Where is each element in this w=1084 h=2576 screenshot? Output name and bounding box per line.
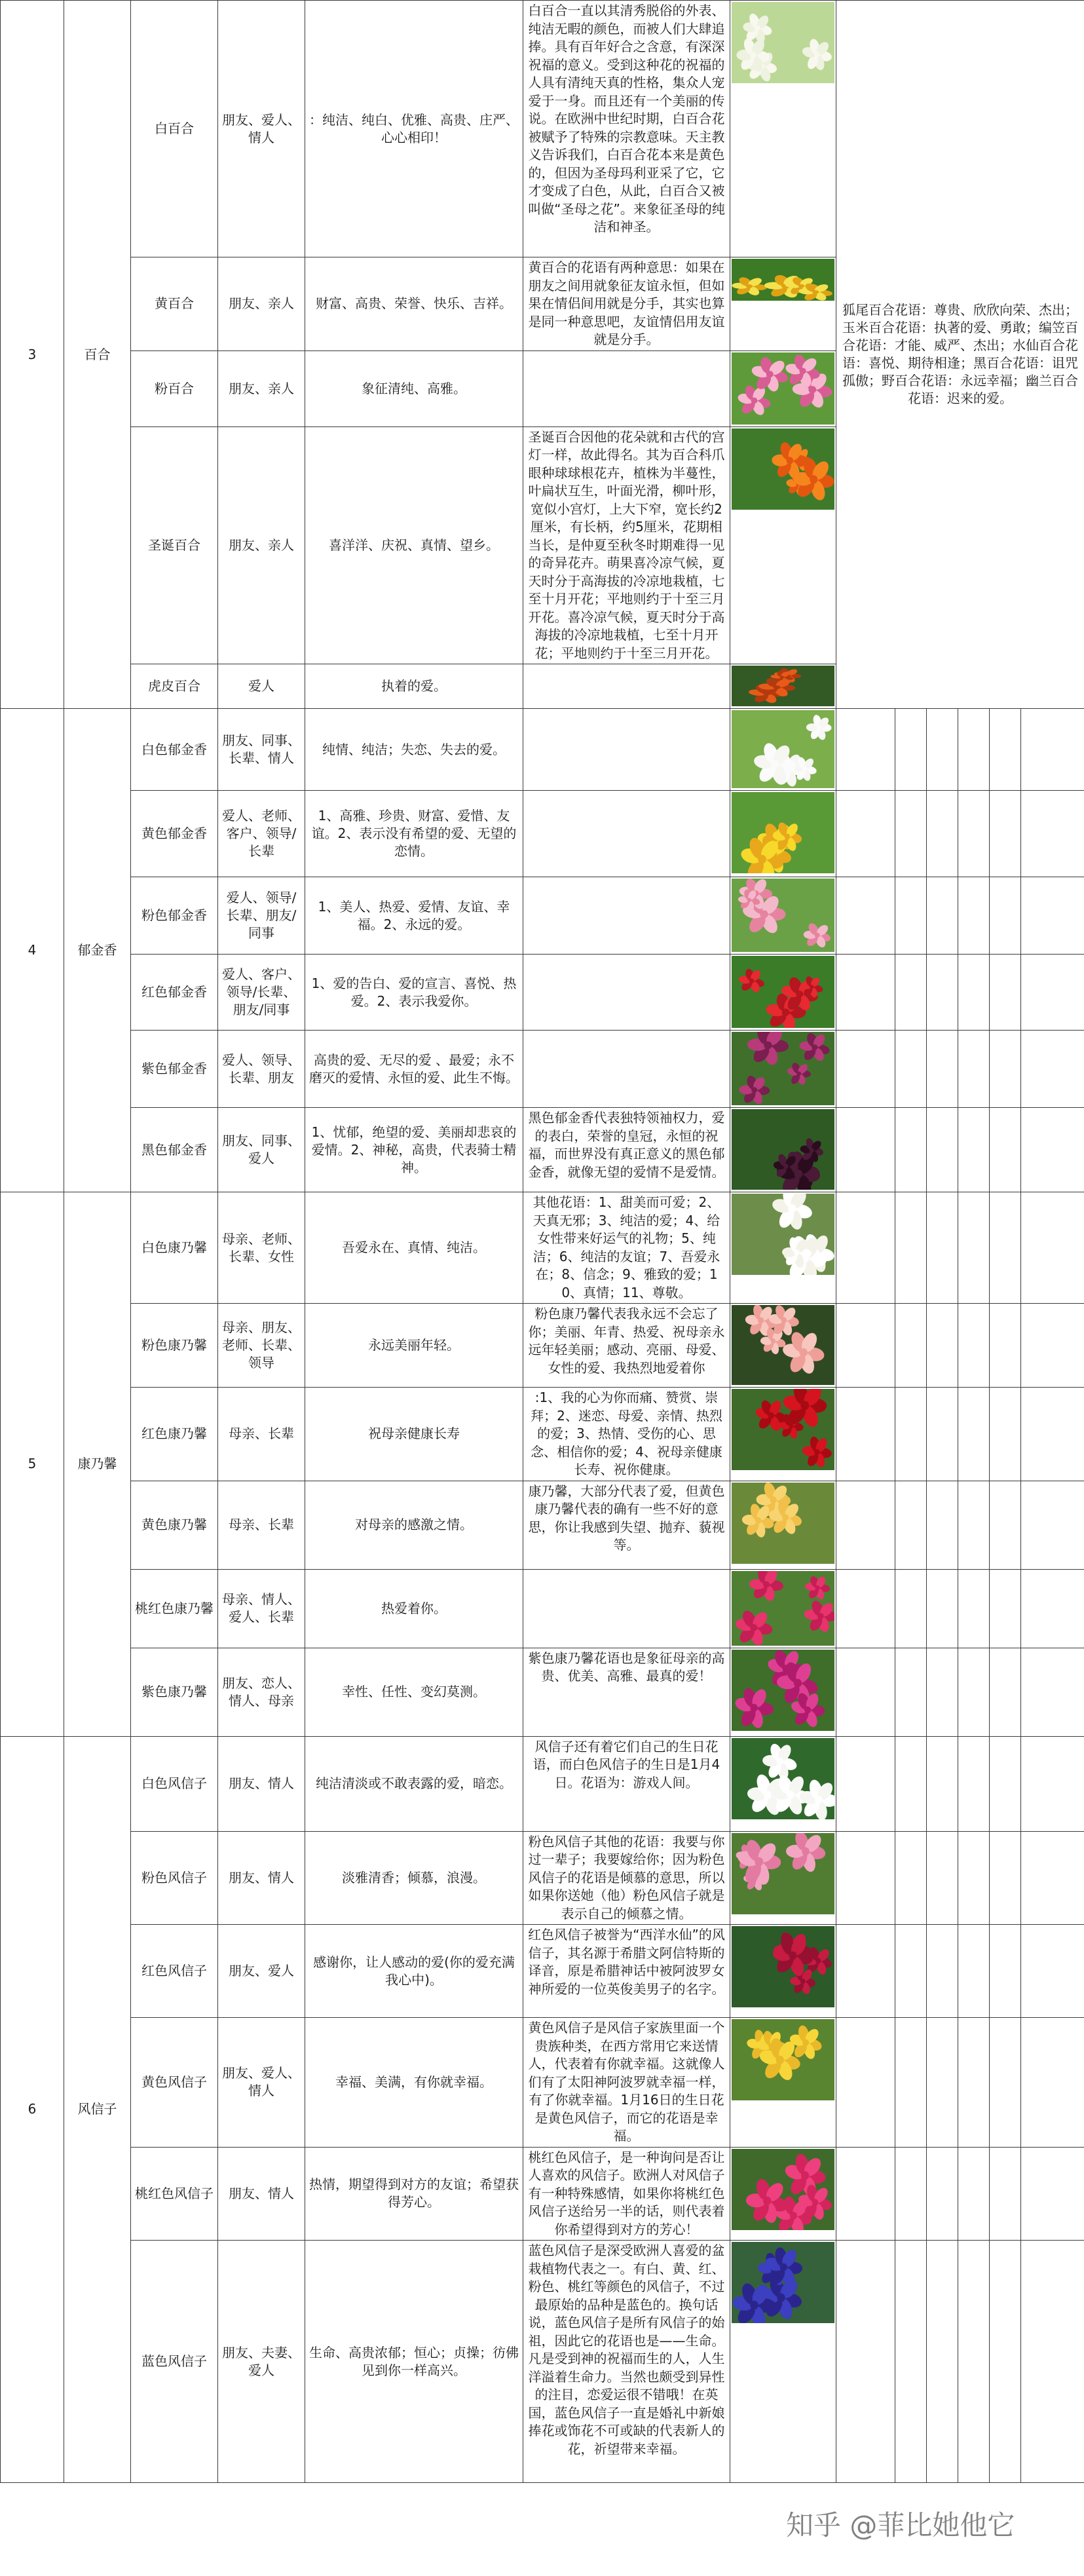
empty-cell (836, 1388, 895, 1481)
variety-name-cell: 圣诞百合 (131, 426, 218, 664)
empty-cell (836, 2018, 895, 2148)
empty-cell (836, 2241, 895, 2483)
variety-name-cell: 紫色郁金香 (131, 1031, 218, 1108)
variety-name-cell: 红色郁金香 (131, 955, 218, 1031)
empty-cell (895, 1388, 927, 1481)
empty-cell (836, 709, 895, 791)
empty-cell (1021, 709, 1084, 791)
empty-cell (990, 877, 1021, 955)
flower-photo (730, 1831, 836, 1925)
empty-cell (895, 1192, 927, 1304)
empty-cell (927, 955, 958, 1031)
empty-cell (895, 791, 927, 877)
group-number-cell: 6 (1, 1736, 64, 2483)
meaning-cell: 热爱着你。 (305, 1569, 523, 1648)
empty-cell (1021, 1031, 1084, 1108)
description-cell: 桃红色风信子，是一种询问是否让人喜欢的风信子。欧洲人对风信子有一种特殊感情，如果你将桃红色风信子送给另一半的话，则代表着你希望得到对方的芳心！ (523, 2147, 730, 2241)
empty-cell (927, 1569, 958, 1648)
flower-photo (730, 1648, 836, 1736)
empty-cell (895, 1736, 927, 1831)
flower-photo-image (732, 1738, 834, 1819)
empty-cell (895, 2147, 927, 2241)
empty-cell (927, 1481, 958, 1569)
flower-photo (730, 1569, 836, 1648)
empty-cell (895, 709, 927, 791)
empty-cell (1021, 791, 1084, 877)
description-cell: 粉色风信子其他的花语：我要与你过一辈子；我要嫁给你；因为粉色风信子的花语是倾慕的意思，所以如果你送她（他）粉色风信子就是表示自己的倾慕之情。 (523, 1831, 730, 1925)
empty-cell (927, 1388, 958, 1481)
flower-photo-image (732, 1109, 834, 1190)
empty-cell (990, 791, 1021, 877)
empty-cell (895, 877, 927, 955)
flower-photo (730, 1736, 836, 1831)
empty-cell (836, 1736, 895, 1831)
flower-photo (730, 1108, 836, 1192)
empty-cell (958, 1648, 990, 1736)
empty-cell (1021, 2241, 1084, 2483)
empty-cell (990, 2241, 1021, 2483)
empty-cell (958, 709, 990, 791)
empty-cell (895, 2241, 927, 2483)
empty-cell (927, 1192, 958, 1304)
variety-name-cell: 白色郁金香 (131, 709, 218, 791)
flower-photo-image (732, 710, 834, 788)
meaning-cell: 淡雅清香；倾慕，浪漫。 (305, 1831, 523, 1925)
empty-cell (990, 1831, 1021, 1925)
empty-cell (836, 1192, 895, 1304)
empty-cell (927, 1736, 958, 1831)
empty-cell (927, 2147, 958, 2241)
empty-cell (895, 1569, 927, 1648)
meaning-cell: 纯情、纯洁；失恋、失去的爱。 (305, 709, 523, 791)
table-row (1, 1569, 1084, 1648)
empty-cell (990, 955, 1021, 1031)
empty-cell (927, 2241, 958, 2483)
empty-cell (836, 1108, 895, 1192)
empty-cell (1021, 1925, 1084, 2018)
table-row (1, 709, 1084, 791)
meaning-cell: 象征清纯、高雅。 (305, 350, 523, 426)
empty-cell (958, 1481, 990, 1569)
variety-name-cell: 粉色风信子 (131, 1831, 218, 1925)
flower-photo-image (732, 352, 834, 425)
empty-cell (895, 1648, 927, 1736)
flower-photo (730, 664, 836, 709)
variety-name-cell: 粉百合 (131, 350, 218, 426)
empty-cell (990, 1388, 1021, 1481)
description-cell: 黄百合的花语有两种意思：如果在朋友之间用就象征友谊永恒，但如果在情侣间用就是分手，其实也算是同一种意思吧，友谊情侣用友谊就是分手。 (523, 257, 730, 351)
description-cell: 白百合一直以其清秀脱俗的外表、纯洁无暇的颜色，而被人们大肆追捧。具有百年好合之含意，有深深祝福的意义。受到这种花的祝福的人具有清纯天真的性格，集众人宠爱于一身。而且还有一个美丽的传说。在欧洲中世纪时期，白百合花被赋予了特殊的宗教意味。天主教义告诉我们，白百合花本来是黄色的，但因为圣母玛利亚采了它，它才变成了白色，从此，白百合又被叫做“圣母之花”。来象征圣母的纯洁和神圣。 (523, 1, 730, 257)
group-number-cell: 4 (1, 709, 64, 1192)
flower-photo (730, 1481, 836, 1569)
variety-name-cell: 白色风信子 (131, 1736, 218, 1831)
meaning-cell: 1、美人、热爱、爱情、友谊、幸福。2、永远的爱。 (305, 877, 523, 955)
recipient-cell: 母亲、老师、长辈、女性 (218, 1192, 305, 1304)
flower-photo (730, 350, 836, 426)
flower-photo-image (732, 1194, 834, 1275)
group-number-cell: 5 (1, 1192, 64, 1737)
watermark: 知乎 @菲比她他它 (786, 2509, 1015, 2541)
table-row (1, 1481, 1084, 1569)
table-row (1, 877, 1084, 955)
empty-cell (990, 1925, 1021, 2018)
recipient-cell: 朋友、爱人、情人 (218, 1, 305, 257)
flower-category-cell: 风信子 (64, 1736, 131, 2483)
flower-photo-image (732, 956, 834, 1028)
variety-name-cell: 黄色郁金香 (131, 791, 218, 877)
meaning-cell: 吾爱永在、真情、纯洁。 (305, 1192, 523, 1304)
flower-photo-image (732, 1571, 834, 1646)
description-cell (523, 709, 730, 791)
meaning-cell: 高贵的爱、无尽的爱 、最爱；永不磨灭的爱情、永恒的爱、此生不悔。 (305, 1031, 523, 1108)
empty-cell (1021, 1481, 1084, 1569)
description-cell: 蓝色风信子是深受欧洲人喜爱的盆栽植物代表之一。有白、黄、红、粉色、桃红等颜色的风信子，不过最原始的品种是蓝色的。换句话说，蓝色风信子是所有风信子的始祖，因此它的花语也是——生命。凡是受到神的祝福而生的人，人生洋溢着生命力。当然也颇受到异性的注目，恋爱运很不错哦！在英国，蓝色风信子一直是婚礼中新娘捧花或饰花不可或缺的代表新人的花，祈望带来幸福。 (523, 2241, 730, 2483)
empty-cell (836, 955, 895, 1031)
flower-photo-image (732, 2019, 834, 2100)
meaning-cell: 财富、高贵、荣誉、快乐、吉祥。 (305, 257, 523, 351)
empty-cell (1021, 2147, 1084, 2241)
empty-cell (895, 1031, 927, 1108)
empty-cell (927, 1031, 958, 1108)
variety-name-cell: 黄色风信子 (131, 2018, 218, 2148)
description-cell (523, 1569, 730, 1648)
table-row (1, 955, 1084, 1031)
recipient-cell: 爱人、客户、领导/长辈、朋友/同事 (218, 955, 305, 1031)
lily-variety-note: 狐尾百合花语：尊贵、欣欣向荣、杰出；玉米百合花语：执著的爱、勇敢；编笠百合花语：才能、威严、杰出；水仙百合花语：喜悦、期待相逢；黑百合花语：诅咒 孤傲；野百合花语：永远幸福；幽兰百合花语：迟来的爱。 (836, 1, 1084, 709)
description-cell (523, 664, 730, 709)
flower-photo-image (732, 2, 834, 83)
empty-cell (958, 1108, 990, 1192)
empty-cell (1021, 1388, 1084, 1481)
recipient-cell: 爱人、领导、长辈、朋友 (218, 1031, 305, 1108)
empty-cell (927, 709, 958, 791)
flower-photo (730, 709, 836, 791)
flower-photo-image (732, 1833, 834, 1914)
flower-photo-image (732, 1926, 834, 2007)
empty-cell (990, 1736, 1021, 1831)
empty-cell (958, 1192, 990, 1304)
empty-cell (895, 2018, 927, 2148)
table-row (1, 1031, 1084, 1108)
empty-cell (958, 1569, 990, 1648)
empty-cell (1021, 1192, 1084, 1304)
recipient-cell: 母亲、朋友、老师、长辈、领导 (218, 1304, 305, 1388)
empty-cell (990, 1304, 1021, 1388)
meaning-cell: 祝母亲健康长寿 (305, 1388, 523, 1481)
description-cell: 康乃馨，大部分代表了爱，但黄色康乃馨代表的确有一些不好的意思，你让我感到失望、抛弃、藐视等。 (523, 1481, 730, 1569)
empty-cell (1021, 1831, 1084, 1925)
description-cell: 圣诞百合因他的花朵就和古代的宫灯一样，故此得名。其为百合科爪眼种球球根花卉，植株为半蔓性，叶扁状互生，叶面光滑，柳叶形，宽似小宫灯，上大下窄，宽长约2厘米，有长柄，约5厘米，花期相当长，是仲夏至秋冬时期难得一见的奇异花卉。萌果喜冷凉气候，夏天时分于高海拔的冷凉地栽植，七至十月开花；平地则约于十至三月开花。喜冷凉气候，夏天时分于高海拔的冷凉地栽植，七至十月开花；平地则约于十至三月开花。 (523, 426, 730, 664)
recipient-cell: 朋友、情人 (218, 1831, 305, 1925)
empty-cell (836, 1831, 895, 1925)
empty-cell (958, 1925, 990, 2018)
variety-name-cell: 紫色康乃馨 (131, 1648, 218, 1736)
meaning-cell: 感谢你，让人感动的爱(你的爱充满我心中)。 (305, 1925, 523, 2018)
empty-cell (836, 1925, 895, 2018)
variety-name-cell: 黄百合 (131, 257, 218, 351)
flower-photo-image (732, 879, 834, 952)
table-row (1, 1736, 1084, 1831)
group-number-cell: 3 (1, 1, 64, 709)
empty-cell (958, 2147, 990, 2241)
table-row (1, 2147, 1084, 2241)
flower-photo (730, 1031, 836, 1108)
description-cell: 紫色康乃馨花语也是象征母亲的高贵、优美、高雅、最真的爱！ (523, 1648, 730, 1736)
flower-photo (730, 2147, 836, 2241)
empty-cell (836, 877, 895, 955)
recipient-cell: 爱人 (218, 664, 305, 709)
flower-photo (730, 1388, 836, 1481)
recipient-cell: 爱人、领导/长辈、朋友/同事 (218, 877, 305, 955)
description-cell: :1、我的心为你而痛、赞赏、崇拜；2、迷恋、母爱、亲情、热烈的爱；3、热情、受伤的心、思念、相信你的爱；4、祝母亲健康长寿、祝你健康。 (523, 1388, 730, 1481)
table-row (1, 2018, 1084, 2148)
meaning-cell: 幸福、美满，有你就幸福。 (305, 2018, 523, 2148)
empty-cell (836, 1031, 895, 1108)
empty-cell (990, 2018, 1021, 2148)
empty-cell (836, 1569, 895, 1648)
table-row (1, 1192, 1084, 1304)
empty-cell (836, 1304, 895, 1388)
variety-name-cell: 粉色郁金香 (131, 877, 218, 955)
empty-cell (1021, 1569, 1084, 1648)
empty-cell (990, 1569, 1021, 1648)
recipient-cell: 朋友、恋人、情人、母亲 (218, 1648, 305, 1736)
flower-photo-image (732, 1389, 834, 1470)
empty-cell (895, 1925, 927, 2018)
empty-cell (895, 955, 927, 1031)
empty-cell (927, 1831, 958, 1925)
empty-cell (895, 1108, 927, 1192)
description-cell: 粉色康乃馨代表我永远不会忘了你；美丽、年青、热爱、祝母亲永远年轻美丽；感动、亮丽、母爱、女性的爱、我热烈地爱着你 (523, 1304, 730, 1388)
meaning-cell: 对母亲的感激之情。 (305, 1481, 523, 1569)
flower-photo-image (732, 1032, 834, 1105)
flower-photo (730, 426, 836, 664)
variety-name-cell: 红色风信子 (131, 1925, 218, 2018)
flower-photo (730, 1192, 836, 1304)
flower-photo-image (732, 666, 834, 706)
empty-cell (836, 791, 895, 877)
variety-name-cell: 白百合 (131, 1, 218, 257)
flower-photo-image (732, 1483, 834, 1564)
table-row (1, 1108, 1084, 1192)
variety-name-cell: 白色康乃馨 (131, 1192, 218, 1304)
recipient-cell: 朋友、同事、长辈、情人 (218, 709, 305, 791)
empty-cell (1021, 877, 1084, 955)
empty-cell (927, 791, 958, 877)
empty-cell (958, 1831, 990, 1925)
flower-photo (730, 1925, 836, 2018)
empty-cell (958, 877, 990, 955)
flower-category-cell: 百合 (64, 1, 131, 709)
empty-cell (958, 1304, 990, 1388)
flower-photo (730, 2018, 836, 2148)
variety-name-cell: 红色康乃馨 (131, 1388, 218, 1481)
empty-cell (990, 1192, 1021, 1304)
empty-cell (990, 709, 1021, 791)
recipient-cell: 朋友、亲人 (218, 426, 305, 664)
empty-cell (1021, 1736, 1084, 1831)
meaning-cell: 热情，期望得到对方的友谊；希望获得芳心。 (305, 2147, 523, 2241)
flower-photo (730, 791, 836, 877)
empty-cell (1021, 2018, 1084, 2148)
recipient-cell: 朋友、爱人、情人 (218, 2018, 305, 2148)
flower-photo-image (732, 428, 834, 510)
description-cell (523, 955, 730, 1031)
flower-photo-image (732, 1305, 834, 1385)
variety-name-cell: 虎皮百合 (131, 664, 218, 709)
empty-cell (990, 1481, 1021, 1569)
table-row (1, 1, 1084, 257)
recipient-cell: 母亲、长辈 (218, 1388, 305, 1481)
variety-name-cell: 黄色康乃馨 (131, 1481, 218, 1569)
empty-cell (895, 1304, 927, 1388)
meaning-cell: 幸性、任性、变幻莫测。 (305, 1648, 523, 1736)
table-row (1, 1925, 1084, 2018)
flower-photo (730, 2241, 836, 2483)
meaning-cell: ：纯洁、纯白、优雅、高贵、庄严、心心相印！ (305, 1, 523, 257)
description-cell (523, 1031, 730, 1108)
table-row (1, 1648, 1084, 1736)
flower-photo (730, 257, 836, 351)
meaning-cell: 纯洁清淡或不敢表露的爱，暗恋。 (305, 1736, 523, 1831)
empty-cell (958, 1388, 990, 1481)
flower-photo-image (732, 259, 834, 301)
empty-cell (990, 1648, 1021, 1736)
table-row (1, 1304, 1084, 1388)
empty-cell (927, 1304, 958, 1388)
table-row (1, 1388, 1084, 1481)
variety-name-cell: 黑色郁金香 (131, 1108, 218, 1192)
empty-cell (927, 2018, 958, 2148)
flower-photo (730, 877, 836, 955)
description-cell (523, 350, 730, 426)
meaning-cell: 永远美丽年轻。 (305, 1304, 523, 1388)
meaning-cell: 1、忧郁，绝望的爱、美丽却悲哀的爱情。2、神秘，高贵，代表骑士精神。 (305, 1108, 523, 1192)
empty-cell (958, 791, 990, 877)
flower-photo-image (732, 792, 834, 873)
empty-cell (958, 955, 990, 1031)
meaning-cell: 喜洋洋、庆祝、真情、望乡。 (305, 426, 523, 664)
description-cell (523, 791, 730, 877)
empty-cell (836, 2147, 895, 2241)
empty-cell (1021, 1648, 1084, 1736)
empty-cell (927, 877, 958, 955)
variety-name-cell: 粉色康乃馨 (131, 1304, 218, 1388)
description-cell: 其他花语：1、甜美而可爱；2、天真无邪；3、纯洁的爱；4、给女性带来好运气的礼物；5、纯洁；6、纯洁的友谊；7、吾爱永在；8、信念；9、雅致的爱；10、真情；11、尊敬。 (523, 1192, 730, 1304)
variety-name-cell: 桃红色风信子 (131, 2147, 218, 2241)
recipient-cell: 朋友、爱人 (218, 1925, 305, 2018)
empty-cell (1021, 955, 1084, 1031)
recipient-cell: 朋友、亲人 (218, 350, 305, 426)
empty-cell (990, 1031, 1021, 1108)
variety-name-cell: 桃红色康乃馨 (131, 1569, 218, 1648)
recipient-cell: 爱人、老师、客户、领导/长辈 (218, 791, 305, 877)
meaning-cell: 生命、高贵浓郁；恒心；贞操；彷佛见到你一样高兴。 (305, 2241, 523, 2483)
empty-cell (895, 1481, 927, 1569)
flower-photo-image (732, 1650, 834, 1731)
recipient-cell: 母亲、情人、爱人、长辈 (218, 1569, 305, 1648)
meaning-cell: 执着的爱。 (305, 664, 523, 709)
empty-cell (836, 1648, 895, 1736)
flower-category-cell: 郁金香 (64, 709, 131, 1192)
flower-photo-image (732, 2242, 834, 2323)
empty-cell (927, 1648, 958, 1736)
meaning-cell: 1、高雅、珍贵、财富、爱惜、友谊。2、表示没有希望的爱、无望的恋情。 (305, 791, 523, 877)
recipient-cell: 朋友、情人 (218, 2147, 305, 2241)
empty-cell (927, 1925, 958, 2018)
description-cell: 红色风信子被誉为“西洋水仙”的风信子，其名源于希腊文阿信特斯的译音，原是希腊神话中被阿波罗女神所爱的一位英俊美男子的名字。 (523, 1925, 730, 2018)
description-cell (523, 877, 730, 955)
empty-cell (927, 1108, 958, 1192)
description-cell: 黑色郁金香代表独特领袖权力，爱的表白，荣誉的皇冠，永恒的祝福，而世界没有真正意义的黑色郁金香，就像无望的爱情不是爱情。 (523, 1108, 730, 1192)
recipient-cell: 母亲、长辈 (218, 1481, 305, 1569)
variety-name-cell: 蓝色风信子 (131, 2241, 218, 2483)
table-row (1, 791, 1084, 877)
empty-cell (958, 1736, 990, 1831)
recipient-cell: 朋友、夫妻、爱人 (218, 2241, 305, 2483)
empty-cell (990, 1108, 1021, 1192)
empty-cell (1021, 1108, 1084, 1192)
empty-cell (958, 1031, 990, 1108)
empty-cell (1021, 1304, 1084, 1388)
table-row (1, 1831, 1084, 1925)
empty-cell (836, 1481, 895, 1569)
empty-cell (895, 1831, 927, 1925)
flower-photo (730, 955, 836, 1031)
empty-cell (958, 2018, 990, 2148)
empty-cell (958, 2241, 990, 2483)
recipient-cell: 朋友、亲人 (218, 257, 305, 351)
recipient-cell: 朋友、情人 (218, 1736, 305, 1831)
flower-photo-image (732, 2149, 834, 2230)
description-cell: 黄色风信子是风信子家族里面一个贵族种类，在西方常用它来送情人，代表着有你就幸福。这就像人们有了太阳神阿波罗就幸福一样，有了你就幸福。1月16日的生日花是黄色风信子，而它的花语是幸福。 (523, 2018, 730, 2148)
empty-cell (990, 2147, 1021, 2241)
table-row (1, 2241, 1084, 2483)
flower-photo (730, 1304, 836, 1388)
recipient-cell: 朋友、同事、爱人 (218, 1108, 305, 1192)
flower-photo (730, 1, 836, 257)
flower-category-cell: 康乃馨 (64, 1192, 131, 1737)
meaning-cell: 1、爱的告白、爱的宣言、喜悦、热爱。2、表示我爱你。 (305, 955, 523, 1031)
description-cell: 风信子还有着它们自己的生日花语，而白色风信子的生日是1月4日。花语为：游戏人间。 (523, 1736, 730, 1831)
